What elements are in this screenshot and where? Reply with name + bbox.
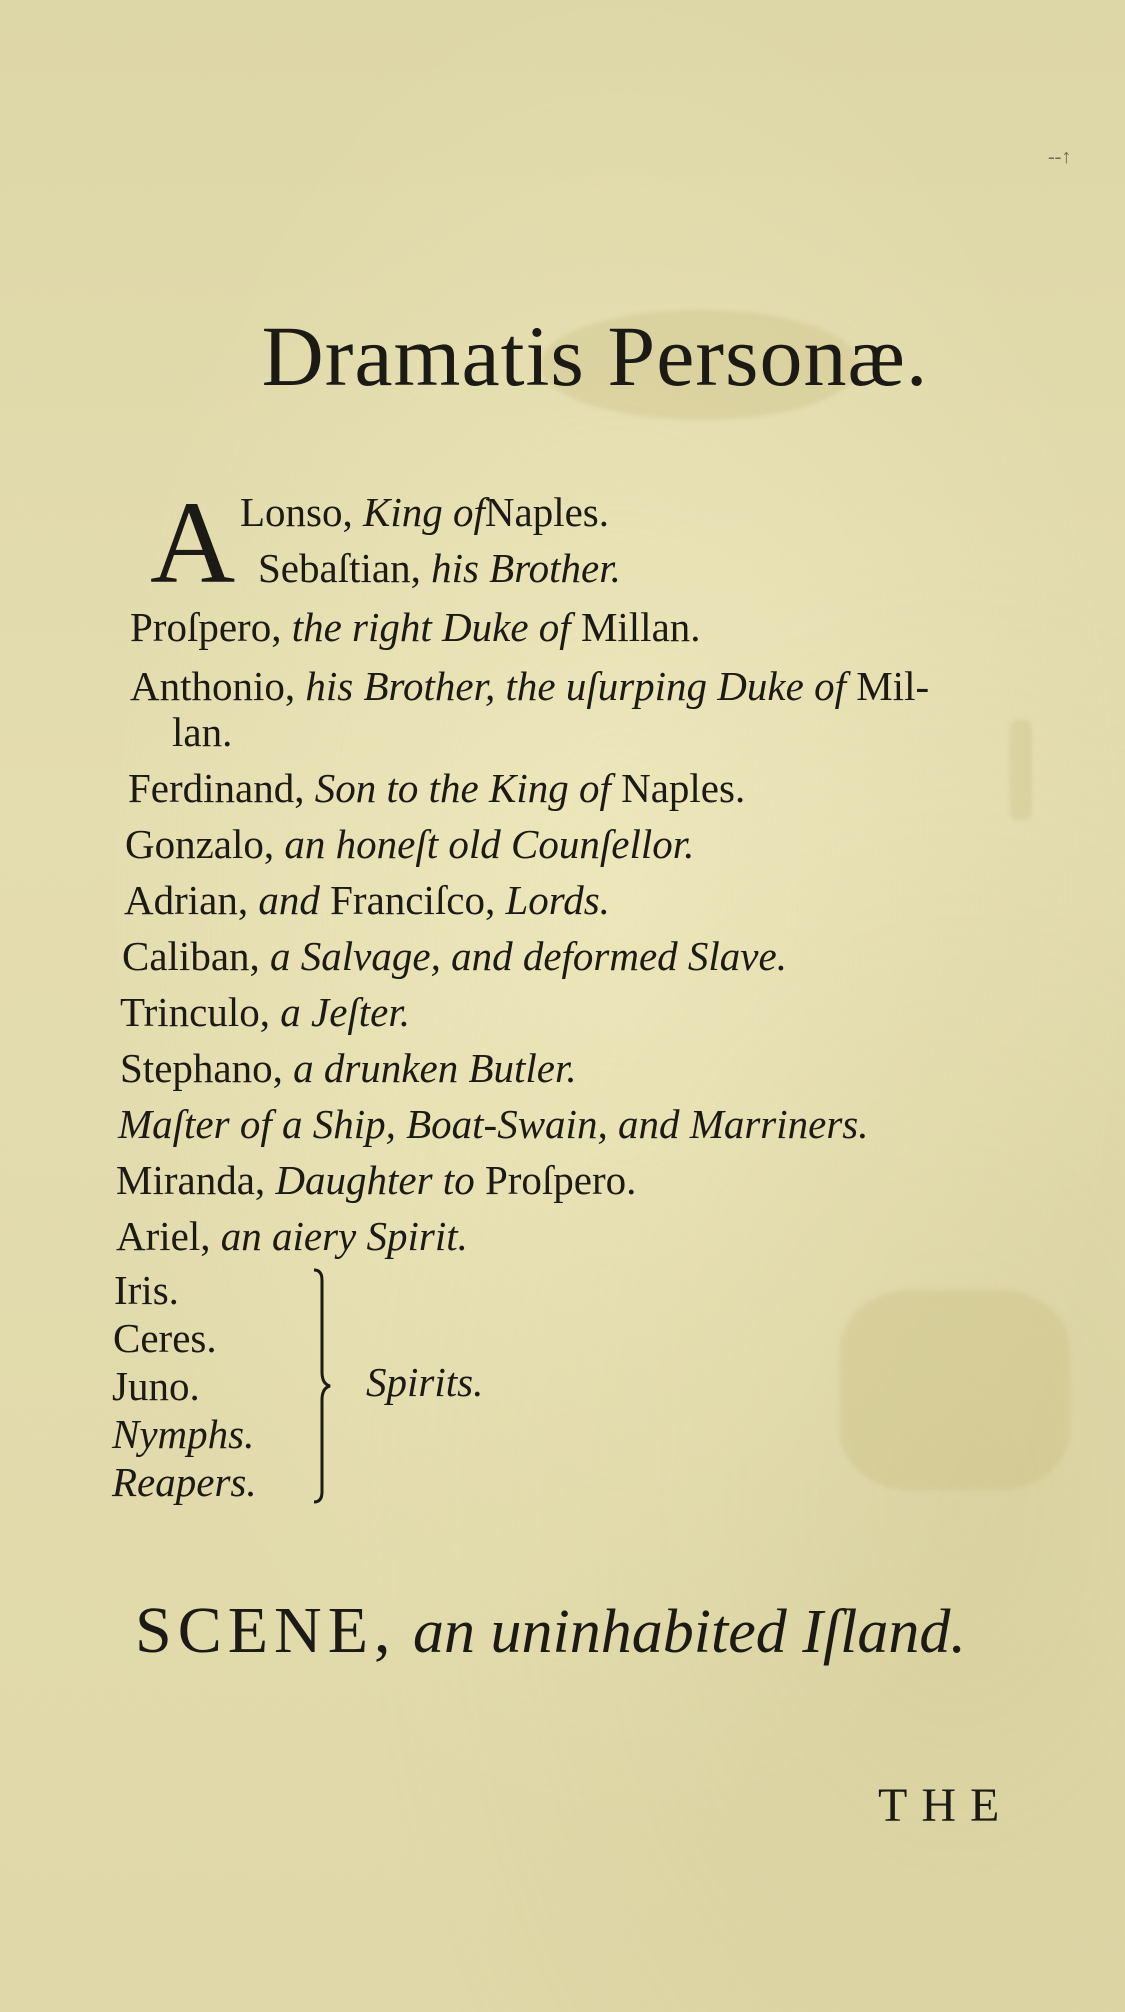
paper-stain (1010, 720, 1032, 820)
character-entry (122, 933, 787, 979)
character-description: a drunken Butler. (293, 1045, 577, 1091)
character-name: Caliban, (122, 933, 260, 979)
paper-stain (840, 1290, 1070, 1490)
character-description: a Jeſter. (280, 989, 411, 1035)
character-description: King of (363, 489, 485, 535)
character-entry (118, 1101, 869, 1147)
character-entry (120, 989, 411, 1035)
character-description: the right Duke of (291, 604, 571, 650)
character-name: Sebaſtian, (258, 545, 421, 591)
spirit-name: Ceres. (113, 1315, 217, 1361)
spirits-label: Spirits. (366, 1359, 484, 1405)
character-name: Miranda, (116, 1157, 266, 1203)
character-entry (130, 604, 701, 650)
character-name: lan. (172, 709, 233, 755)
character-entry (116, 1213, 468, 1259)
page-title: Dramatis Personæ. (261, 307, 929, 404)
character-place: Naples. (484, 489, 609, 535)
character-entry (240, 489, 609, 535)
character-name: Gonzalo, (125, 821, 275, 867)
character-entry (120, 1045, 577, 1091)
group-brace (312, 1268, 332, 1504)
spirit-name: Iris. (114, 1267, 179, 1313)
character-entry (125, 821, 695, 867)
character-description: and (258, 877, 320, 923)
scene-description: an uninhabited Iſland. (413, 1598, 966, 1666)
character-entry (258, 545, 621, 591)
character-entry (130, 663, 930, 709)
character-description: Maſter of a Ship, Boat-Swain, and Marriners. (118, 1101, 869, 1147)
character-entry (116, 1157, 637, 1203)
catchword: THE (878, 1779, 1014, 1832)
character-name: Ariel, (116, 1213, 211, 1259)
drop-cap: A (150, 477, 236, 608)
character-description: an aiery Spirit. (220, 1213, 468, 1259)
scene-heading (135, 1594, 966, 1667)
margin-mark: --↑ (1048, 146, 1072, 168)
character-place: Naples. (621, 765, 746, 811)
character-name: Trinculo, (120, 989, 270, 1035)
character-name: Stephano, (120, 1045, 283, 1091)
character-place: Proſpero. (484, 1157, 637, 1203)
character-name: Ferdinand, (128, 765, 305, 811)
scene-label: SCENE, (135, 1594, 397, 1667)
spirit-name: Reapers. (112, 1459, 257, 1505)
character-name: Lonso, (240, 489, 353, 535)
character-name: Proſpero, (130, 604, 282, 650)
character-name: Anthonio, (130, 663, 296, 709)
character-description: a Salvage, and deformed Slave. (270, 933, 787, 979)
character-entry (128, 765, 746, 811)
character-entry-continuation (172, 709, 233, 755)
character-place: Franciſco, (330, 877, 496, 923)
character-description: Lords. (505, 877, 610, 923)
spirit-name: Nymphs. (112, 1411, 255, 1457)
character-place: Mil- (856, 663, 930, 709)
character-description: Son to the King of (314, 765, 611, 811)
character-place: Millan. (580, 604, 701, 650)
character-entry (124, 877, 610, 923)
character-description: his Brother. (431, 545, 621, 591)
character-description: an honeſt old Counſellor. (284, 821, 695, 867)
spirit-name: Juno. (112, 1363, 200, 1409)
character-description: Daughter to (275, 1157, 475, 1203)
character-description: his Brother, the uſurping Duke of (305, 663, 846, 709)
character-name: Adrian, (124, 877, 249, 923)
